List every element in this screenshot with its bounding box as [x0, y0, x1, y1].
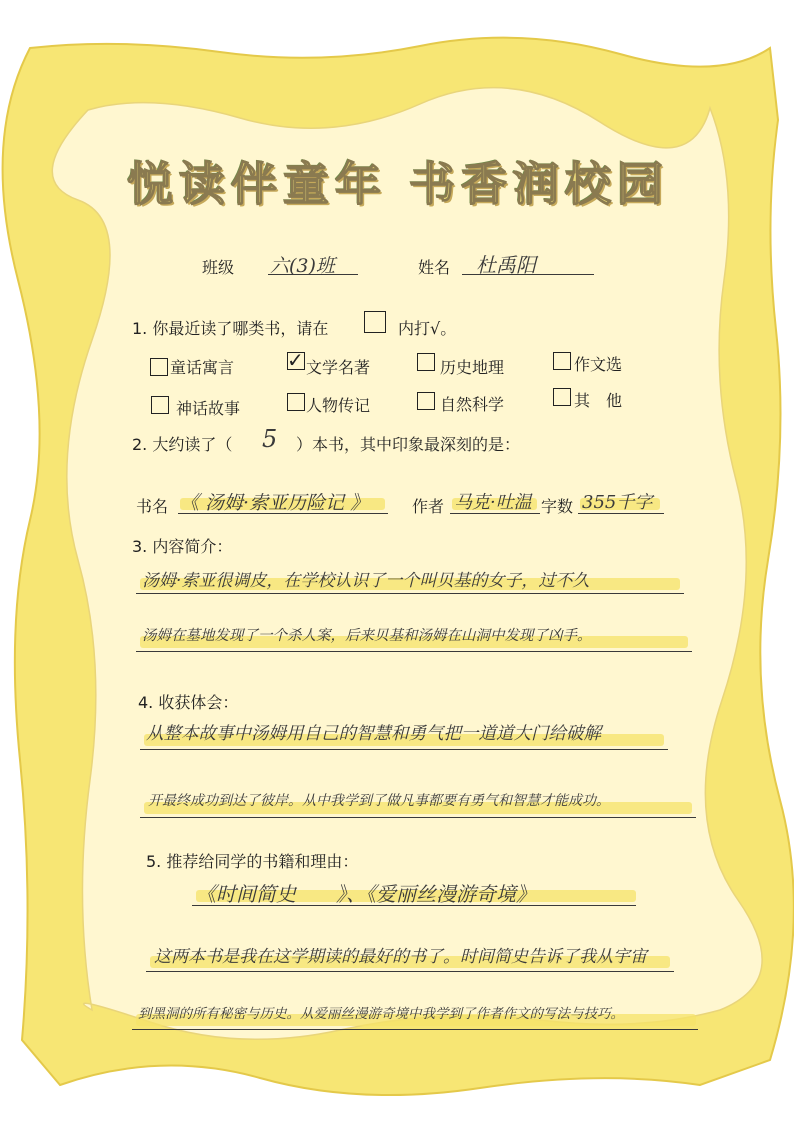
q5-line-1: 这两本书是我在这学期读的最好的书了。时间简史告诉了我从宇宙 — [154, 947, 647, 967]
option-fairy-tales: 童话寓言 — [170, 358, 235, 377]
q3-label: 3. 内容简介： — [132, 537, 233, 556]
option-natural-science: 自然科学 — [440, 395, 505, 414]
author-label: 作者 — [412, 497, 445, 516]
q1-suffix: 内打√。 — [398, 319, 457, 338]
recommended-books: 《时间简史 》、《爱丽丝漫游奇境》 — [196, 882, 536, 906]
q5-line-2-underline — [132, 1029, 698, 1030]
author-underline — [450, 513, 540, 514]
name-value: 杜禹阳 — [476, 253, 536, 277]
example-checkbox — [364, 311, 386, 333]
q4-line-2-underline — [140, 817, 696, 818]
class-label: 班级 — [202, 258, 235, 277]
q3-line-1-underline — [136, 593, 684, 594]
q4-line-2: 开最终成功到达了彼岸。从中我学到了做凡事都要有勇气和智慧才能成功。 — [148, 793, 610, 809]
option-myths: 神话故事 — [176, 399, 241, 418]
q2-suffix: ）本书，其中印象最深刻的是： — [296, 435, 521, 454]
name-underline — [462, 274, 594, 275]
q4-label: 4. 收获体会： — [138, 693, 239, 712]
q5-line-2: 到黑洞的所有秘密与历史。从爱丽丝漫游奇境中我学到了作者作文的写法与技巧。 — [138, 1006, 624, 1022]
q3-line-2: 汤姆在墓地发现了一个杀人案，后来贝基和汤姆在山洞中发现了凶手。 — [142, 628, 592, 644]
checkbox-fairy-tales[interactable] — [150, 358, 168, 376]
word-count-value: 355千字 — [582, 492, 653, 513]
book-title-value: 《 汤姆·索亚历险记 》 — [180, 492, 370, 514]
q4-line-1-underline — [140, 749, 668, 750]
checkbox-biographies[interactable] — [287, 393, 305, 411]
checkbox-history-geography[interactable] — [417, 353, 435, 371]
recommended-books-underline — [192, 905, 636, 906]
q3-line-1: 汤姆·索亚很调皮，在学校认识了一个叫贝基的女子，过不久 — [142, 571, 590, 591]
book-title-label: 书名 — [136, 497, 169, 516]
checkbox-myths[interactable] — [151, 396, 169, 414]
checkbox-other[interactable] — [553, 388, 571, 406]
option-biographies: 人物传记 — [306, 396, 371, 415]
option-history-geography: 历史地理 — [440, 358, 505, 377]
option-other: 其 他 — [574, 391, 623, 410]
option-essays: 作文选 — [574, 355, 623, 374]
q1-prompt: 1. 你最近读了哪类书，请在 — [132, 319, 329, 338]
checkbox-natural-science[interactable] — [417, 392, 435, 410]
books-read-count: 5 — [262, 425, 278, 453]
q2-prompt: 2. 大约读了（ — [132, 435, 233, 454]
word-count-underline — [578, 513, 664, 514]
class-underline — [268, 274, 358, 275]
author-value: 马克·吐温 — [454, 492, 532, 513]
page-title: 悦读伴童年 书香润校园 — [126, 157, 669, 211]
option-literary-classics: 文学名著 — [306, 358, 371, 377]
q5-label: 5. 推荐给同学的书籍和理由： — [146, 852, 359, 871]
q5-line-1-underline — [146, 971, 674, 972]
name-label: 姓名 — [418, 258, 451, 277]
book-title-underline — [178, 513, 388, 514]
class-value: 六(3)班 — [270, 255, 335, 277]
q3-line-2-underline — [136, 651, 692, 652]
word-count-label: 字数 — [541, 497, 574, 516]
q4-line-1: 从整本故事中汤姆用自己的智慧和勇气把一道道大门给破解 — [146, 724, 601, 744]
checkmark-icon: ✓ — [287, 348, 304, 372]
checkbox-essays[interactable] — [553, 352, 571, 370]
